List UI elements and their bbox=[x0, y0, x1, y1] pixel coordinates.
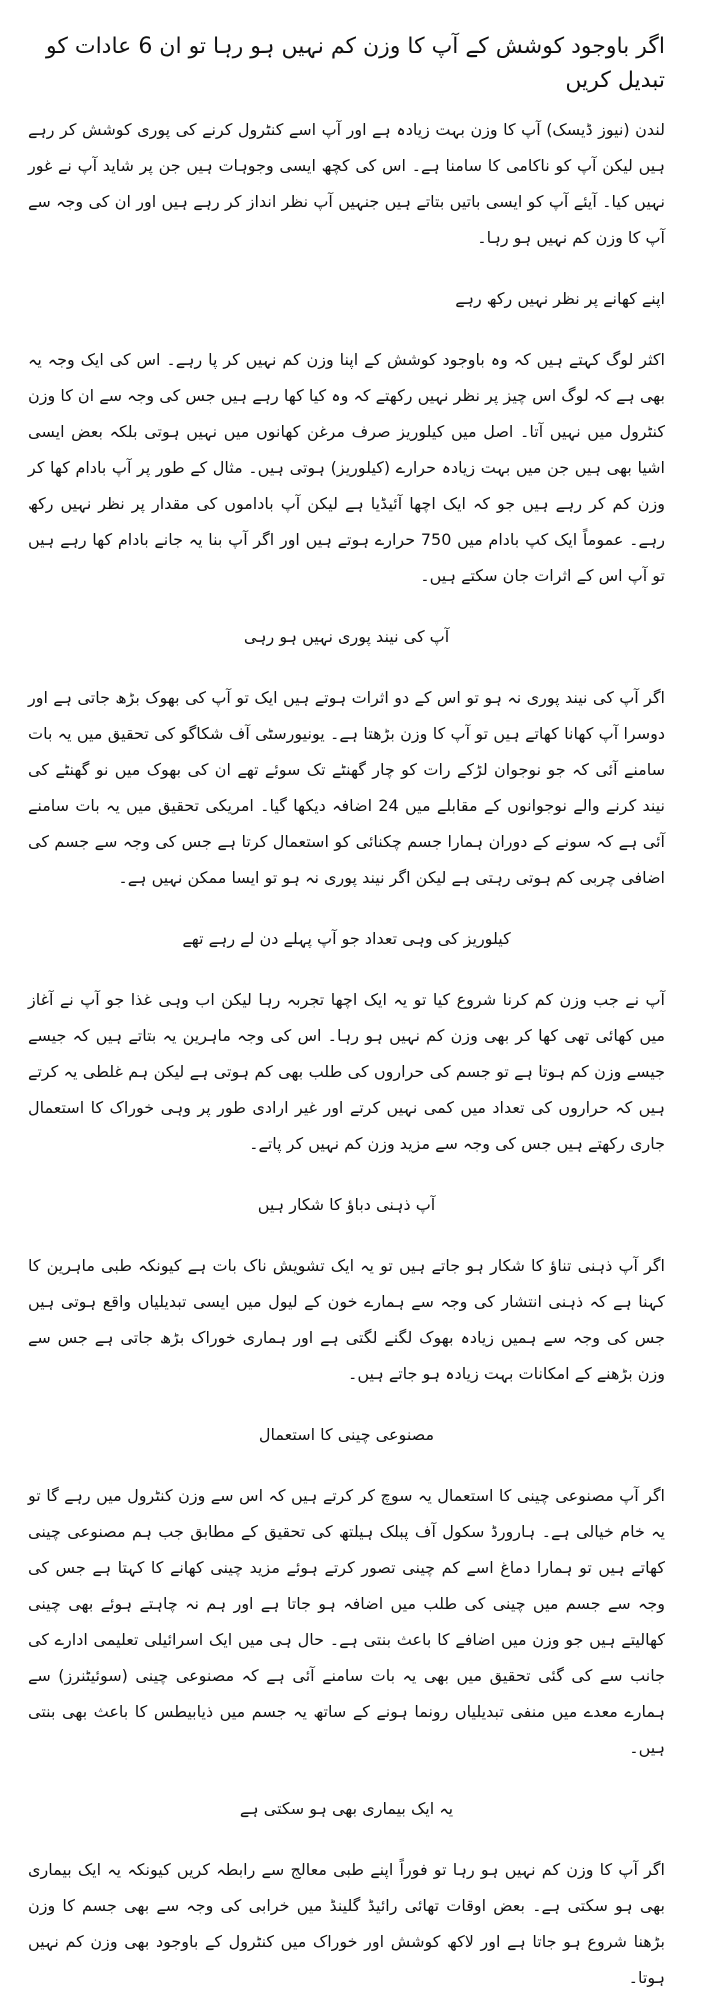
intro-paragraph: لندن (نیوز ڈیسک) آپ کا وزن بہت زیادہ ہے اور آپ اسے کنٹرول کرنے کی پوری کوشش کر رہے ہیں لیکن آپ کو ناکامی کا سامنا ہے۔ اس کی کچھ ایسی وجوہات ہیں جن پر شاید آپ نے غور نہیں کیا۔ آیئے آپ کو ایسی باتیں بتاتے ہیں جنہیں آپ نظر انداز کر رہے ہیں اور ان کی وجہ سے آپ کا وزن کم نہیں ہو رہا۔ bbox=[28, 120, 665, 247]
section-heading-calories: کیلوریز کی وہی تعداد جو آپ پہلے دن لے رہے تھے bbox=[182, 929, 511, 948]
section-heading-stress: آپ ذہنی دباؤ کا شکار ہیں bbox=[257, 1195, 436, 1214]
section-body-illness: اگر آپ کا وزن کم نہیں ہو رہا تو فوراً اپنے طبی معالج سے رابطہ کریں کیونکہ یہ ایک بیماری بھی ہو سکتی ہے۔ بعض اوقات تھائی رائیڈ گلینڈ میں خرابی کی وجہ سے بھی جسم کا وزن بڑھنا شروع ہو جاتا ہے اور لاکھ کوشش اور خوراک میں کنٹرول کے باوجود بھی وزن کم نہیں ہوتا۔ bbox=[28, 1860, 665, 1987]
section-heading-artificial-sugar: مصنوعی چینی کا استعمال bbox=[258, 1425, 435, 1444]
section-body-sleep: اگر آپ کی نیند پوری نہ ہو تو اس کے دو اثرات ہوتے ہیں ایک تو آپ کی بھوک بڑھ جاتی ہے اور دوسرا آپ کھانا کھاتے ہیں تو آپ کا وزن بڑھتا ہے۔ یونیورسٹی آف شکاگو کی تحقیق میں یہ بات سامنے آئی کہ جو نوجوان لڑکے رات کو چار گھنٹے تک سوئے تھے ان کی بھوک میں نو گھنٹے کی نیند کرنے والے نوجوانوں کے مقابلے میں 24 اضافہ دیکھا گیا۔ امریکی تحقیق میں یہ بات سامنے آئی ہے کہ سونے کے دوران ہمارا جسم چکنائی کو استعمال کرتا ہے جس کی وجہ سے جسم کی اضافی چربی کم ہوتی رہتی ہے لیکن اگر نیند پوری نہ ہو تو ایسا ممکن نہیں ہے۔ bbox=[28, 688, 665, 887]
section-body-artificial-sugar: اگر آپ مصنوعی چینی کا استعمال یہ سوچ کر کرتے ہیں کہ اس سے وزن کنٹرول میں رہے گا تو یہ خام خیالی ہے۔ ہارورڈ سکول آف پبلک ہیلتھ کی تحقیق کے مطابق جب ہم مصنوعی چینی کھاتے ہیں تو ہمارا دماغ اسے کم چینی تصور کرتے ہوئے مزید چینی کھانے کا کہتا ہے جس کی وجہ سے جسم میں چینی کی طلب میں اضافہ ہو جاتا ہے اور ہم نہ چاہتے ہوئے بھی چینی کھالیتے ہیں جو وزن میں اضافے کا باعث بنتی ہے۔ حال ہی میں ایک اسرائیلی تعلیمی ادارے کی جانب سے کی گئی تحقیق میں بھی یہ بات سامنے آئی ہے کہ مصنوعی چینی (سوئیٹنرز) سے ہمارے معدے میں منفی تبدیلیاں رونما ہونے کے ساتھ یہ جسم میں ذیابیطس کا باعث بھی بنتی ہیں۔ bbox=[28, 1486, 665, 1757]
article-title: اگر باوجود کوشش کے آپ کا وزن کم نہیں ہو رہا تو ان 6 عادات کو تبدیل کریں bbox=[46, 34, 665, 93]
section-heading-illness: یہ ایک بیماری بھی ہو سکتی ہے bbox=[239, 1799, 454, 1818]
section-body-stress: اگر آپ ذہنی تناؤ کا شکار ہو جاتے ہیں تو یہ ایک تشویش ناک بات ہے کیونکہ طبی ماہرین کا کہنا ہے کہ ذہنی انتشار کی وجہ سے ہمارے خون کے لیول میں ایسی تبدیلیاں واقع ہوتی ہیں جس کی وجہ سے ہمیں زیادہ بھوک لگنے لگتی ہے اور ہماری خوراک بڑھ جاتی ہے جس سے وزن بڑھنے کے امکانات بہت زیادہ ہو جاتے ہیں۔ bbox=[28, 1256, 665, 1383]
section-body-calories: آپ نے جب وزن کم کرنا شروع کیا تو یہ ایک اچھا تجربہ رہا لیکن اب وہی غذا جو آپ نے آغاز میں کھائی تھی کھا کر بھی وزن کم نہیں ہو رہا۔ اس کی وجہ ماہرین یہ بتاتے ہیں کہ جیسے جیسے وزن کم ہوتا ہے تو جسم کی حراروں کی طلب بھی کم ہوتی ہے لیکن ہم غلطی یہ کرتے ہیں کہ حراروں کی تعداد میں کمی نہیں کرتے اور غیر ارادی طور پر وہی خوراک کا استعمال جاری رکھتے ہیں جس کی وجہ سے مزید وزن کم نہیں کر پاتے۔ bbox=[28, 990, 666, 1153]
section-body-food-tracking: اکثر لوگ کہتے ہیں کہ وہ باوجود کوشش کے اپنا وزن کم نہیں کر پا رہے۔ اس کی ایک وجہ یہ بھی ہے کہ لوگ اس چیز پر نظر نہیں رکھتے کہ وہ کیا کھا رہے ہیں جس کی وجہ سے ان کا وزن کنٹرول میں نہیں آتا۔ اصل میں کیلوریز صرف مرغن کھانوں میں نہیں ہوتی بلکہ بعض ایسی اشیا بھی ہیں جن میں بہت زیادہ حرارے (کیلوریز) ہوتی ہیں۔ مثال کے طور پر آپ بادام کھا کر وزن کم کر رہے ہیں جو کہ ایک اچھا آئیڈیا ہے لیکن آپ باداموں کی مقدار پر نظر نہیں رکھ رہے۔ عموماً ایک کپ بادام میں 750 حرارے ہوتے ہیں اور اگر آپ بنا یہ جانے بادام کھا رہے ہیں تو آپ اس کے اثرات جان سکتے ہیں۔ bbox=[28, 350, 666, 585]
section-heading-sleep: آپ کی نیند پوری نہیں ہو رہی bbox=[243, 627, 450, 646]
section-heading-food-tracking: اپنے کھانے پر نظر نہیں رکھ رہے bbox=[455, 289, 665, 308]
